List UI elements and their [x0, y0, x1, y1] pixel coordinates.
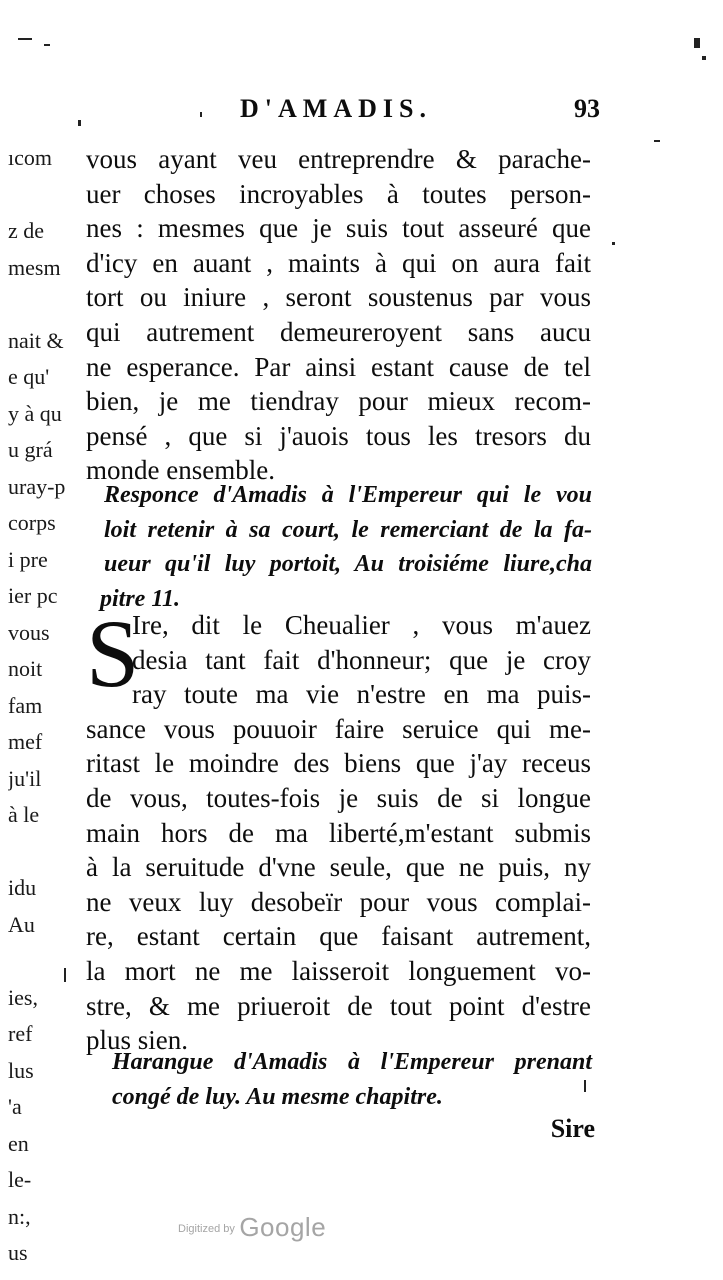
text-line: re, estant certain que faisant autrement,	[86, 921, 591, 952]
text-line: Ire, dit le Cheualier , vous m'auez	[132, 610, 591, 640]
text-line: sance vous pouuoir faire seruice qui me-	[86, 713, 591, 744]
section-caption	[112, 1045, 592, 1114]
gutter-fragment: us	[8, 1240, 28, 1265]
digitizer-watermark	[178, 1212, 326, 1243]
text-line: plus sien.	[86, 1025, 189, 1056]
scan-speck	[584, 1080, 586, 1092]
scan-speck	[612, 242, 615, 245]
scan-speck	[200, 112, 202, 117]
gutter-fragment	[8, 286, 68, 323]
gutter-fragment: nait &	[8, 327, 64, 353]
gutter-fragment: vous	[8, 619, 50, 645]
text-line: ray toute ma vie n'estre en ma puis-	[132, 679, 591, 710]
scan-speck	[64, 968, 66, 982]
gutter-fragment: i pre	[8, 546, 48, 572]
gutter-fragment: u grá	[8, 437, 53, 462]
page-number: 93	[574, 94, 600, 123]
text-line: vous ayant veu entreprendre & parache-	[86, 144, 591, 174]
gutter-fragment: 'a	[8, 1094, 22, 1119]
gutter-fragment: ıcom	[8, 145, 52, 170]
facing-page-fragments	[8, 140, 68, 1272]
gutter-fragment: y à qu	[8, 400, 62, 426]
scan-speck	[654, 140, 660, 142]
gutter-fragment: mef	[8, 729, 43, 754]
scan-speck	[78, 120, 81, 126]
gutter-fragment: idu	[8, 875, 37, 900]
caption-line: pitre 11.	[100, 585, 181, 612]
scan-speck	[694, 38, 700, 48]
gutter-fragment: en	[8, 1130, 29, 1156]
text-line: stre, & me priueroit de tout point d'estre	[86, 990, 591, 1021]
gutter-fragment: corps	[8, 510, 56, 535]
text-line: main hors de ma liberté,m'estant submis	[86, 817, 591, 848]
gutter-fragment: Au	[8, 911, 35, 937]
gutter-fragment: n:,	[8, 1203, 31, 1229]
gutter-fragment: noit	[8, 656, 43, 681]
gutter-fragment: à le	[8, 802, 40, 827]
text-line: ne esperance. Par ainsi estant cause de tel	[86, 351, 591, 382]
running-title: D'AMADIS.	[240, 94, 432, 123]
text-line: d'icy en auant , maints à qui on aura fait	[86, 247, 591, 278]
catchword: Sire	[550, 1114, 595, 1143]
gutter-fragment: lus	[8, 1057, 34, 1083]
gutter-fragment: ier pc	[8, 583, 58, 608]
paragraph-continued	[86, 142, 591, 488]
gutter-fragment: le-	[8, 1167, 32, 1192]
gutter-fragment	[8, 177, 68, 214]
section-caption	[100, 478, 592, 616]
text-line: ne veux luy desobeïr pour vous complai-	[86, 886, 591, 917]
text-line: ritast le moindre des biens que j'ay receus	[86, 748, 591, 779]
gutter-fragment	[8, 943, 68, 980]
scan-speck	[18, 38, 32, 40]
text-line: bien, je me tiendray pour mieux recom-	[86, 386, 591, 417]
caption-line: Harangue d'Amadis à l'Empereur prenant	[112, 1049, 592, 1075]
text-line: nes : mesmes que je suis tout asseuré que	[86, 213, 591, 244]
caption-line: congé de luy. Au mesme chapitre.	[112, 1083, 443, 1110]
text-line: pensé , que si j'auois tous les tresors du	[86, 420, 591, 451]
scan-speck	[702, 56, 706, 60]
gutter-fragment: ies,	[8, 984, 38, 1010]
gutter-fragment: z de	[8, 218, 45, 243]
gutter-fragment: ju'il	[8, 765, 42, 791]
page-header	[80, 94, 600, 130]
text-line: qui autrement demeureroyent sans aucu	[86, 316, 591, 347]
gutter-fragment: uray-p	[8, 473, 66, 499]
gutter-fragment: fam	[8, 692, 43, 718]
text-line: à la seruitude d'vne seule, que ne puis, ny	[86, 852, 591, 883]
text-line: uer choses incroyables à toutes person-	[86, 178, 591, 209]
gutter-fragment	[8, 834, 68, 871]
text-line: la mort ne me laisseroit longuement vo-	[86, 955, 591, 986]
watermark-brand-logo: Google	[239, 1212, 327, 1242]
text-line: tort ou iniure , seront soustenus par vous	[86, 282, 591, 313]
text-line: de vous, toutes-fois je suis de si longue	[86, 782, 591, 813]
speech-paragraph	[86, 600, 591, 1058]
gutter-fragment: ref	[8, 1021, 33, 1046]
drop-cap: S	[86, 600, 140, 707]
gutter-fragment: mesm	[8, 254, 61, 280]
caption-line: ueur qu'il luy portoit, Au troisiéme liure,cha	[104, 551, 592, 578]
watermark-prefix: Digitized by	[178, 1223, 235, 1235]
text-line: monde ensemble.	[86, 455, 275, 486]
text-line: desia tant fait d'honneur; que je croy	[132, 644, 591, 675]
scan-speck	[44, 44, 50, 46]
gutter-fragment: e qu'	[8, 364, 50, 389]
caption-line: Responce d'Amadis à l'Empereur qui le vou	[104, 482, 592, 508]
caption-line: loit retenir à sa court, le remerciant de la fa-	[104, 516, 592, 543]
